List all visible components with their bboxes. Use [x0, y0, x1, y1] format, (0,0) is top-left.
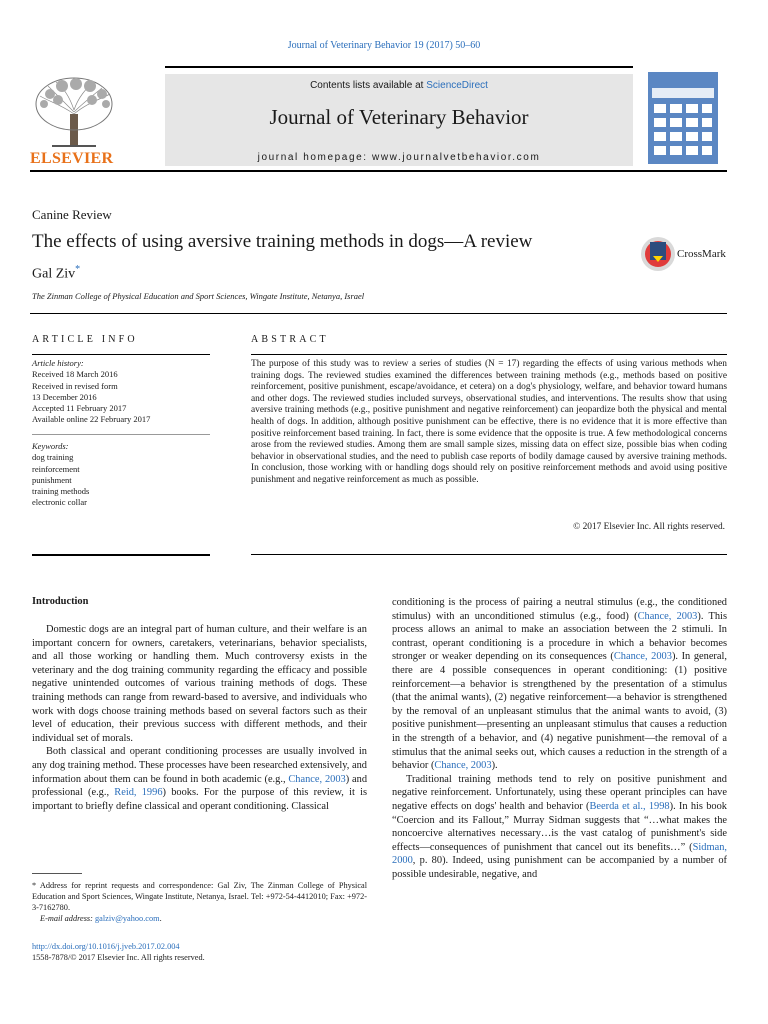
- citation-link[interactable]: Sidman, 2000: [392, 841, 727, 867]
- journal-title: Journal of Veterinary Behavior: [269, 105, 529, 129]
- history-line: Received in revised form: [32, 380, 118, 391]
- running-head: Journal of Veterinary Behavior 19 (2017) 50–60: [287, 40, 481, 51]
- citation-link[interactable]: Beerda et al., 1998: [589, 800, 670, 812]
- meta-rule: [30, 313, 727, 314]
- keyword: electronic collar: [32, 497, 87, 508]
- citation-link[interactable]: Chance, 2003: [613, 651, 672, 663]
- citation-link[interactable]: Reid, 1996: [114, 787, 163, 799]
- elsevier-wordmark: ELSEVIER: [30, 150, 114, 167]
- affiliation: The Zinman College of Physical Education and Sport Sciences, Wingate Institute, Netanya, Israel: [32, 291, 365, 301]
- article-info-heading: ARTICLE INFO: [32, 334, 138, 345]
- abstract-bottom-rule: [251, 554, 727, 555]
- crossmark-label: CrossMark: [677, 248, 726, 260]
- intro-paragraph: Domestic dogs are an integral part of human culture, and their welfare is an important concern for owners, caretakers, veterinarians, behavior specialists, and all those working or handling them. Much controversy exists in the veterinary and the dog training community regarding the efficacy and possible negative unintended outcomes of various training methods of dogs. These training methods can range from reward-based to aversive, and individuals who work with dogs choose training methods based on several factors such as their level of education, their previous success with different methods, and their individual set of morals.: [32, 624, 367, 744]
- keywords-rule: [32, 434, 210, 435]
- abstract-copyright: © 2017 Elsevier Inc. All rights reserved.: [573, 522, 725, 532]
- citation-link[interactable]: Chance, 2003: [434, 760, 492, 772]
- abstract-heading: ABSTRACT: [251, 334, 329, 345]
- keyword: reinforcement: [32, 463, 80, 474]
- contents-line: [165, 80, 633, 91]
- intro-paragraph: Both classical and operant conditioning processes are usually involved in any dog training method. These processes have been researched extensively, and information about them can be found in both academic (e.g., Chance, 2003) and professional (e.g., Reid, 1996) books. For the purpose of this review, it is important to briefly define classical and operant conditioning. Classical: [32, 746, 368, 812]
- abstract-body: The purpose of this study was to review a series of studies (N = 17) regarding the effects of using various methods when training dogs. The reviewed studies examined the differences between training methods (e.g., methods based on positive reinforcement, positive punishment, escape/avoidance, et cetera) on a dog's physiology, welfare, and behavior toward humans and other dogs. The reviewed studies included surveys, observational studies, and interventions. The results show that using aversive training methods (e.g., positive punishment and negative reinforcement) can jeopardize both the physical and mental health of dogs. In addition, although positive punishment can be effective, there is no evidence that it is more effective than positive reinforcement based training. In fact, there is some evidence that the opposite is true. A few methodological concerns arose from the reviewed studies. Among them are small sample sizes, missing data on effect size, possible bias when coding behavior in observational studies, and the need to publish case reports of bodily damage caused by aversive training methods. In conclusion, those working with or handling dogs should rely on positive reinforcement methods and avoid using positive punishment and negative reinforcement as much as possible.: [251, 359, 727, 485]
- crossmark-badge[interactable]: [640, 236, 730, 272]
- email-link[interactable]: galziv@yahoo.com: [95, 914, 160, 923]
- history-line: Accepted 11 February 2017: [32, 403, 127, 414]
- correspondence-footnote: [32, 880, 367, 924]
- article-history: [32, 358, 210, 426]
- article-info-bottom-rule: [32, 554, 210, 556]
- article-info-rule: [32, 354, 210, 355]
- article-type: Canine Review: [32, 207, 112, 222]
- header-bottom-rule: [30, 170, 727, 172]
- footnote-rule: [32, 873, 82, 874]
- keyword: punishment: [32, 474, 72, 485]
- intro-paragraph: Traditional training methods tend to rely on positive punishment and negative reinforcement. Unfortunately, using these operant principles can have negative effects on dogs' health and behavior (Beerda et al., 1998). In his book “Coercion and its Fallout,” Murray Sidman suggests that “…what makes the noncoercive alternatives necessary…is the vast catalog of punishment's side effects—consequences of punishment that cancel out its benefits…” (Sidman, 2000, p. 80). Indeed, using punishment can be accompanied by a number of possible undesirable, negative, and: [392, 773, 727, 880]
- article-title: The effects of using aversive training methods in dogs—A review: [32, 231, 533, 252]
- footnote-email-line: E-mail address: galziv@yahoo.com.: [40, 914, 162, 923]
- intro-paragraph: conditioning is the process of pairing a neutral stimulus (e.g., the conditioned stimulus) with an unconditioned stimulus (e.g., food) (Chance, 2003). This process allows an animal to make an association between the 2 stimuli. In contrast, operant conditioning is a procedure in which a behavior becomes stronger or weaker depending on its consequences (Chance, 2003). In general, there are 4 possible consequences in operant conditioning: (1) positive reinforcement—a behavior is strengthened by the presentation of a stimulus (that the animal wants), (2) negative reinforcement—a behavior is strengthened by the removal of an unpleasant stimulus that the animal wants to avoid, (3) positive punishment—presenting an unpleasant stimulus that causes a reduction in the strength of a behavior, and (4) negative punishment—the removal of a stimulus that the animal seeks out, which causes a reduction in the strength of a behavior (Chance, 2003).: [392, 597, 727, 772]
- journal-homepage[interactable]: journal homepage: www.journalvetbehavior.com: [257, 152, 541, 163]
- abstract-rule: [251, 354, 727, 355]
- history-line: Received 18 March 2016: [32, 369, 118, 380]
- keywords: [32, 441, 210, 509]
- footnote-text: * Address for reprint requests and correspondence: Gal Ziv, The Zinman College of Physical Education and Sport Sciences, Wingate Institute, Netanya, Israel. Tel: +972-54-4412010; Fax: +972-3-7162780.: [32, 881, 367, 912]
- author-name: Gal Ziv: [32, 266, 76, 282]
- author-line: [32, 264, 80, 283]
- contents-prefix: Contents lists available at: [310, 80, 427, 91]
- intro-right-column: [392, 596, 727, 881]
- history-line: Available online 22 February 2017: [32, 414, 151, 425]
- doi-link[interactable]: http://dx.doi.org/10.1016/j.jveb.2017.02.004: [32, 942, 180, 951]
- intro-left-column: [32, 623, 367, 813]
- section-heading-introduction: Introduction: [32, 596, 89, 607]
- issn-copyright: 1558-7878/© 2017 Elsevier Inc. All rights reserved.: [32, 953, 205, 962]
- citation-link[interactable]: Chance, 2003: [288, 773, 346, 785]
- keyword: dog training: [32, 452, 74, 463]
- crossmark-icon: [640, 236, 676, 272]
- keywords-label: Keywords:: [32, 441, 69, 451]
- history-line: 13 December 2016: [32, 391, 97, 402]
- header-top-rule: [165, 66, 633, 68]
- history-label: Article history:: [32, 358, 84, 368]
- sciencedirect-link[interactable]: ScienceDirect: [426, 80, 488, 91]
- citation-link[interactable]: Chance, 2003: [637, 610, 698, 622]
- author-footnote-mark[interactable]: *: [75, 264, 81, 275]
- keyword: training methods: [32, 486, 90, 497]
- journal-cover-image: [648, 72, 718, 164]
